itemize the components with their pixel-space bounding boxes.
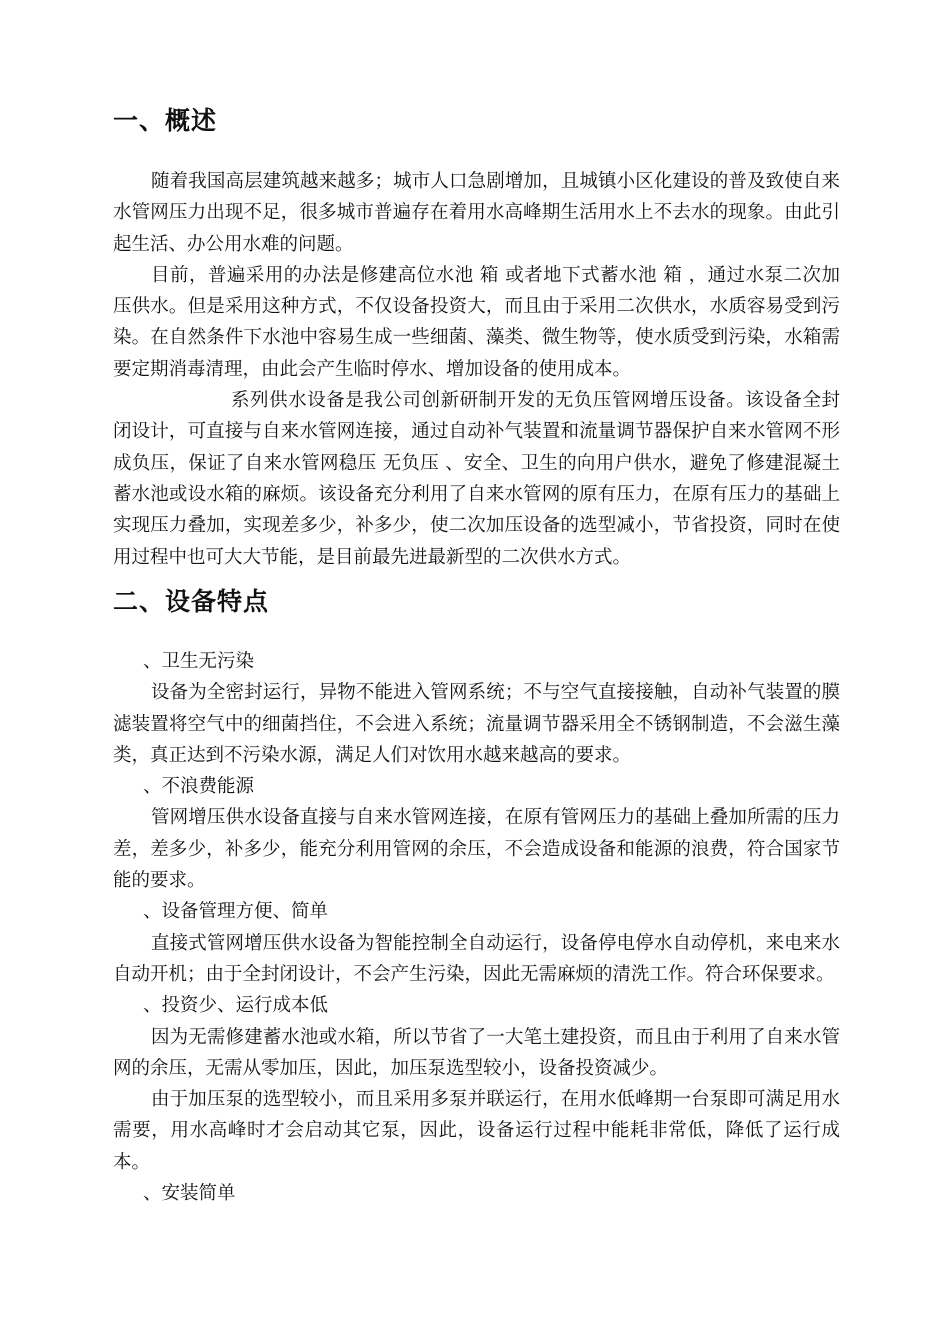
feature-paragraph: 因为无需修建蓄水池或水箱，所以节省了一大笔土建投资，而且由于利用了自来水管网的余压，无需从零加压，因此，加压泵选型较小，设备投资减少。	[113, 1026, 840, 1079]
feature-title: 、卫生无污染	[143, 651, 255, 672]
feature-paragraph: 直接式管网增压供水设备为智能控制全自动运行，设备停电停水自动停机，来电来水自动开机；由于全封闭设计，不会产生污染，因此无需麻烦的清洗工作。符合环保要求。	[113, 932, 840, 985]
feature-paragraph: 由于加压泵的选型较小，而且采用多泵并联运行，在用水低峰期一台泵即可满足用水需要，用水高峰时才会启动其它泵，因此，设备运行过程中能耗非常低，降低了运行成本。	[113, 1089, 840, 1173]
feature-title: 、不浪费能源	[143, 776, 255, 798]
overview-body	[113, 166, 840, 573]
feature-title: 、投资少、运行成本低	[143, 995, 329, 1017]
overview-paragraph: 目前，普遍采用的办法是修建高位水池 箱 或者地下式蓄水池 箱 ，通过水泵二次加压供水。但是采用这种方式，不仅设备投资大，而且由于采用二次供水，水质容易受到污染。在自然条件下水池中容易生成一些细菌、藻类、微生物等，使水质受到污染，水箱需要定期消毒清理，由此会产生临时停水、增加设备的使用成本。	[113, 264, 840, 380]
features-body	[113, 646, 840, 1209]
feature-title: 、设备管理方便、简单	[143, 901, 329, 923]
feature-paragraph: 设备为全密封运行，异物不能进入管网系统；不与空气直接接触，自动补气装置的膜滤装置将空气中的细菌挡住，不会进入系统；流量调节器采用全不锈钢制造，不会滋生藻类，真正达到不污染水源，满足人们对饮用水越来越高的要求。	[113, 682, 840, 766]
section-heading-overview: 一、概述	[113, 106, 218, 135]
overview-paragraph: 随着我国高层建筑越来越多；城市人口急剧增加，且城镇小区化建设的普及致使自来水管网压力出现不足，很多城市普遍存在着用水高峰期生活用水上不去水的现象。由此引起生活、办公用水难的问题。	[113, 171, 840, 255]
section-heading-features: 二、设备特点	[113, 587, 270, 616]
feature-title: 、安装简单	[143, 1183, 236, 1205]
feature-paragraph: 管网增压供水设备直接与自来水管网连接，在原有管网压力的基础上叠加所需的压力差，差多少，补多少，能充分利用管网的余压，不会造成设备和能源的浪费，符合国家节能的要求。	[113, 807, 840, 892]
overview-paragraph: 系列供水设备是我公司创新研制开发的无负压管网增压设备。该设备全封闭设计，可直接与自来水管网连接，通过自动补气装置和流量调节器保护自来水管网不形成负压，保证了自来水管网稳压 无负压 、安全、卫生的向用户供水，避免了修建混凝土蓄水池或设水箱的麻烦。该设备充分利用了自来水管网的原有压力，在原有压力的基础上实现压力叠加，实现差多少，补多少，使二次加压设备的选型减小，节省投资，同时在使用过程中也可大大节能，是目前最先进最新型的二次供水方式。	[113, 390, 840, 568]
